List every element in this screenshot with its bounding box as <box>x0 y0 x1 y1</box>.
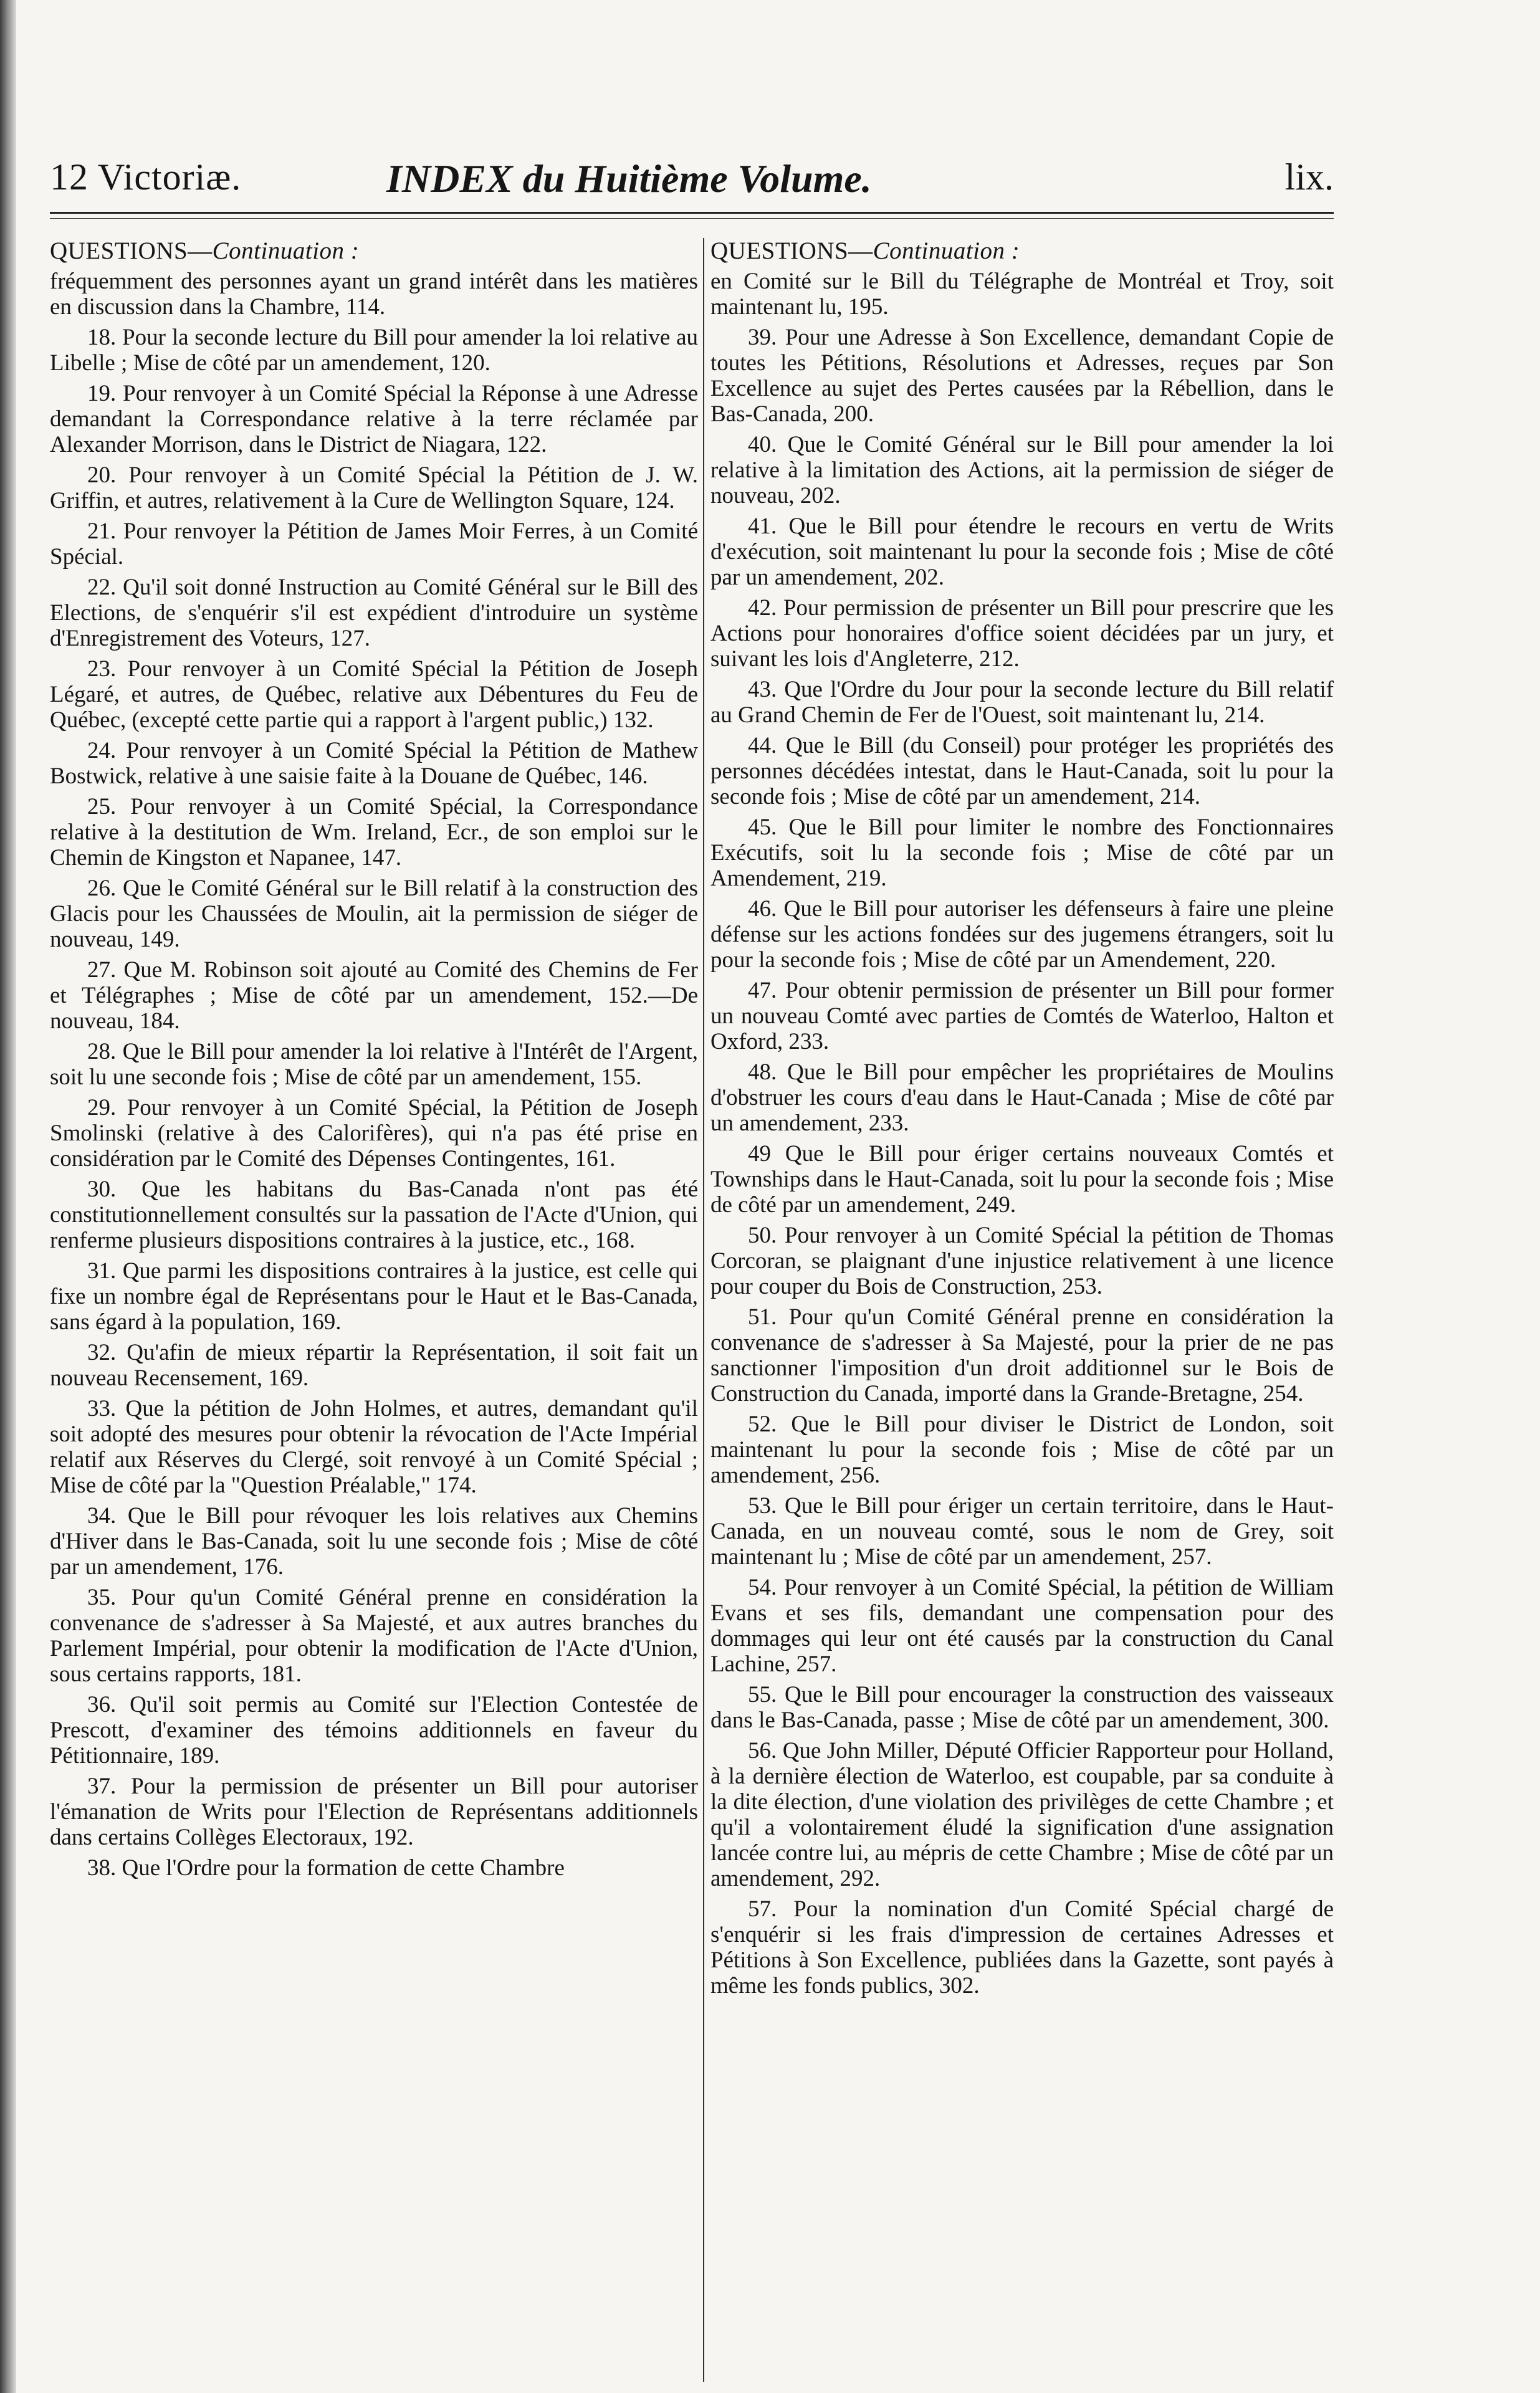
running-head <box>50 156 1334 212</box>
index-entry: 23. Pour renvoyer à un Comité Spécial la Pétition de Joseph Légaré, et autres, de Québec, relative aux Débentures du Feu de Québec, (excepté cette partie qui a rapport à l'argent public,) 132. <box>50 656 698 733</box>
index-entry: en Comité sur le Bill du Télégraphe de Montréal et Troy, soit maintenant lu, 195. <box>710 269 1334 320</box>
index-entry: 34. Que le Bill pour révoquer les lois relatives aux Chemins d'Hiver dans le Bas-Canada, soit lu une seconde fois ; Mise de côté par un amendement, 176. <box>50 1503 698 1580</box>
index-entry: fréquemment des personnes ayant un grand intérêt dans les matières en discussion dans la Chambre, 114. <box>50 269 698 320</box>
index-entry: 46. Que le Bill pour autoriser les défenseurs à faire une pleine défense sur les actions fondées sur des jugemens étrangers, soit lu pour la seconde fois ; Mise de côté par un Amendement, 220. <box>710 896 1334 973</box>
index-entry: 24. Pour renvoyer à un Comité Spécial la Pétition de Mathew Bostwick, relative à une saisie faite à la Douane de Québec, 146. <box>50 738 698 789</box>
index-entry: 54. Pour renvoyer à un Comité Spécial, la pétition de William Evans et ses fils, demandant une compensation pour des dommages qui leur ont été causés par la construction du Canal Lachine, 257. <box>710 1575 1334 1677</box>
index-entry: 48. Que le Bill pour empêcher les propriétaires de Moulins d'obstruer les cours d'eau dans le Haut-Canada ; Mise de côté par un amendement, 233. <box>710 1059 1334 1136</box>
index-entry: 50. Pour renvoyer à un Comité Spécial la pétition de Thomas Corcoran, se plaignant d'une injustice relativement à une licence pour couper du Bois de Construction, 253. <box>710 1223 1334 1299</box>
left-column-heading <box>50 238 698 264</box>
heading-continuation: Continuation : <box>212 237 360 264</box>
index-entry: 35. Pour qu'un Comité Général prenne en considération la convenance de s'adresser à Sa Majesté, et aux autres branches du Parlement Impérial, pour obtenir la modification de l'Acte d'Union, sous certains rapports, 181. <box>50 1585 698 1687</box>
heading-text: QUESTIONS— <box>50 237 213 264</box>
left-column <box>50 238 704 2382</box>
index-entry: 41. Que le Bill pour étendre le recours en vertu de Writs d'exécution, soit maintenant lu pour la seconde fois ; Mise de côté par un amendement, 202. <box>710 513 1334 590</box>
left-entries <box>50 269 698 1881</box>
index-entry: 40. Que le Comité Général sur le Bill pour amender la loi relative à la limitation des Actions, ait la permission de siéger de nouveau, 202. <box>710 432 1334 509</box>
index-entry: 33. Que la pétition de John Holmes, et autres, demandant qu'il soit adopté des mesures pour obtenir la révocation de l'Acte Impérial relatif aux Réserves du Clergé, soit renvoyé à un Comité Spécial ; Mise de côté par la "Question Préalable," 174. <box>50 1396 698 1498</box>
index-entry: 44. Que le Bill (du Conseil) pour protéger les propriétés des personnes décédées intestat, dans le Haut-Canada, soit lu pour la seconde fois ; Mise de côté par un amendement, 214. <box>710 733 1334 810</box>
index-entry: 43. Que l'Ordre du Jour pour la seconde lecture du Bill relatif au Grand Chemin de Fer de l'Ouest, soit maintenant lu, 214. <box>710 677 1334 728</box>
index-entry: 51. Pour qu'un Comité Général prenne en considération la convenance de s'adresser à Sa Majesté, pour la prier de ne pas sanctionner l'imposition d'un droit additionnel sur le Bois de Construction du Canada, importé dans la Grande-Bretagne, 254. <box>710 1304 1334 1407</box>
index-entry: 36. Qu'il soit permis au Comité sur l'Election Contestée de Prescott, d'examiner des témoins additionnels en faveur du Pétitionnaire, 189. <box>50 1692 698 1769</box>
index-entry: 45. Que le Bill pour limiter le nombre des Fonctionnaires Exécutifs, soit lu la seconde fois ; Mise de côté par un Amendement, 219. <box>710 814 1334 891</box>
index-entry: 42. Pour permission de présenter un Bill pour prescrire que les Actions pour honoraires d'office soient décidées par un jury, et suivant les lois d'Angleterre, 212. <box>710 595 1334 672</box>
index-entry: 30. Que les habitans du Bas-Canada n'ont pas été constitutionnellement consultés sur la passation de l'Acte d'Union, qui renferme plusieurs dispositions contraires à la justice, etc., 168. <box>50 1177 698 1253</box>
index-entry: 53. Que le Bill pour ériger un certain territoire, dans le Haut-Canada, en un nouveau comté, sous le nom de Grey, soit maintenant lu ; Mise de côté par un amendement, 257. <box>710 1493 1334 1570</box>
index-entry: 49 Que le Bill pour ériger certains nouveaux Comtés et Townships dans le Haut-Canada, soit lu pour la seconde fois ; Mise de côté par un amendement, 249. <box>710 1141 1334 1218</box>
index-entry: 52. Que le Bill pour diviser le District de London, soit maintenant lu pour la seconde fois ; Mise de côté par un amendement, 256. <box>710 1411 1334 1488</box>
index-entry: 31. Que parmi les dispositions contraires à la justice, est celle qui fixe un nombre égal de Représentans pour le Haut et le Bas-Canada, sans égard à la population, 169. <box>50 1258 698 1335</box>
index-entry: 18. Pour la seconde lecture du Bill pour amender la loi relative au Libelle ; Mise de côté par un amendement, 120. <box>50 325 698 376</box>
index-entry: 55. Que le Bill pour encourager la construction des vaisseaux dans le Bas-Canada, passe ; Mise de côté par un amendement, 300. <box>710 1682 1334 1733</box>
index-entry: 56. Que John Miller, Député Officier Rapporteur pour Holland, à la dernière élection de Waterloo, est coupable, par sa conduite à la dite élection, d'une violation des privilèges de cette Chambre ; et qu'il a volontairement éludé la signification d'une assignation lancée contre lui, au mépris de cette Chambre ; Mise de côté par un amendement, 292. <box>710 1738 1334 1891</box>
header-rule-thin <box>50 218 1334 219</box>
header-title: INDEX du Huitième Volume. <box>386 156 872 201</box>
index-entry: 20. Pour renvoyer à un Comité Spécial la Pétition de J. W. Griffin, et autres, relativement à la Cure de Wellington Square, 124. <box>50 462 698 513</box>
index-entry: 57. Pour la nomination d'un Comité Spécial chargé de s'enquérir si les frais d'impression de certaines Adresses et Pétitions à Son Excellence, publiées dans la Gazette, sont payés à même les fonds publics, 302. <box>710 1896 1334 1999</box>
right-entries <box>710 269 1334 1999</box>
right-column <box>710 238 1334 2382</box>
header-rule <box>50 212 1334 214</box>
right-column-heading <box>710 238 1334 264</box>
index-entry: 21. Pour renvoyer la Pétition de James Moir Ferres, à un Comité Spécial. <box>50 518 698 570</box>
index-entry: 38. Que l'Ordre pour la formation de cette Chambre <box>87 1855 565 1881</box>
index-entry: 29. Pour renvoyer à un Comité Spécial, la Pétition de Joseph Smolinski (relative à des Calorifères), qui n'a pas été prise en considération par le Comité des Dépenses Contingentes, 161. <box>50 1095 698 1172</box>
index-entry: 26. Que le Comité Général sur le Bill relatif à la construction des Glacis pour les Chaussées de Moulin, ait la permission de siéger de nouveau, 149. <box>50 876 698 952</box>
index-entry: 27. Que M. Robinson soit ajouté au Comité des Chemins de Fer et Télégraphes ; Mise de côté par un amendement, 152.—De nouveau, 184. <box>50 957 698 1034</box>
heading-continuation: Continuation : <box>873 237 1020 264</box>
index-entry: 37. Pour la permission de présenter un Bill pour autoriser l'émanation de Writs pour l'Election de Représentans additionnels dans certains Collèges Electoraux, 192. <box>50 1774 698 1850</box>
index-entry: 47. Pour obtenir permission de présenter un Bill pour former un nouveau Comté avec parties de Comtés de Waterloo, Halton et Oxford, 233. <box>710 978 1334 1054</box>
heading-text: QUESTIONS— <box>710 237 873 264</box>
index-entry: 19. Pour renvoyer à un Comité Spécial la Réponse à une Adresse demandant la Correspondance relative à la terre réclamée par Alexander Morrison, dans le District de Niagara, 122. <box>50 381 698 457</box>
header-regnal-year: 12 Victoriæ. <box>50 156 242 198</box>
index-entry: 32. Qu'afin de mieux répartir la Représentation, il soit fait un nouveau Recensement, 169. <box>50 1340 698 1391</box>
index-entry: 28. Que le Bill pour amender la loi relative à l'Intérêt de l'Argent, soit lu une seconde fois ; Mise de côté par un amendement, 155. <box>50 1039 698 1090</box>
index-entry: 39. Pour une Adresse à Son Excellence, demandant Copie de toutes les Pétitions, Résolutions et Adresses, reçues par Son Excellence au sujet des Pertes causées par la Rébellion, dans le Bas-Canada, 200. <box>710 325 1334 427</box>
index-entry: 25. Pour renvoyer à un Comité Spécial, la Correspondance relative à la destitution de Wm. Ireland, Ecr., de son emploi sur le Chemin de Kingston et Napanee, 147. <box>50 794 698 871</box>
index-entry: 22. Qu'il soit donné Instruction au Comité Général sur le Bill des Elections, de s'enquérir s'il est expédient d'introduire un système d'Enregistrement des Voteurs, 127. <box>50 575 698 651</box>
header-page-number: lix. <box>1284 156 1334 198</box>
